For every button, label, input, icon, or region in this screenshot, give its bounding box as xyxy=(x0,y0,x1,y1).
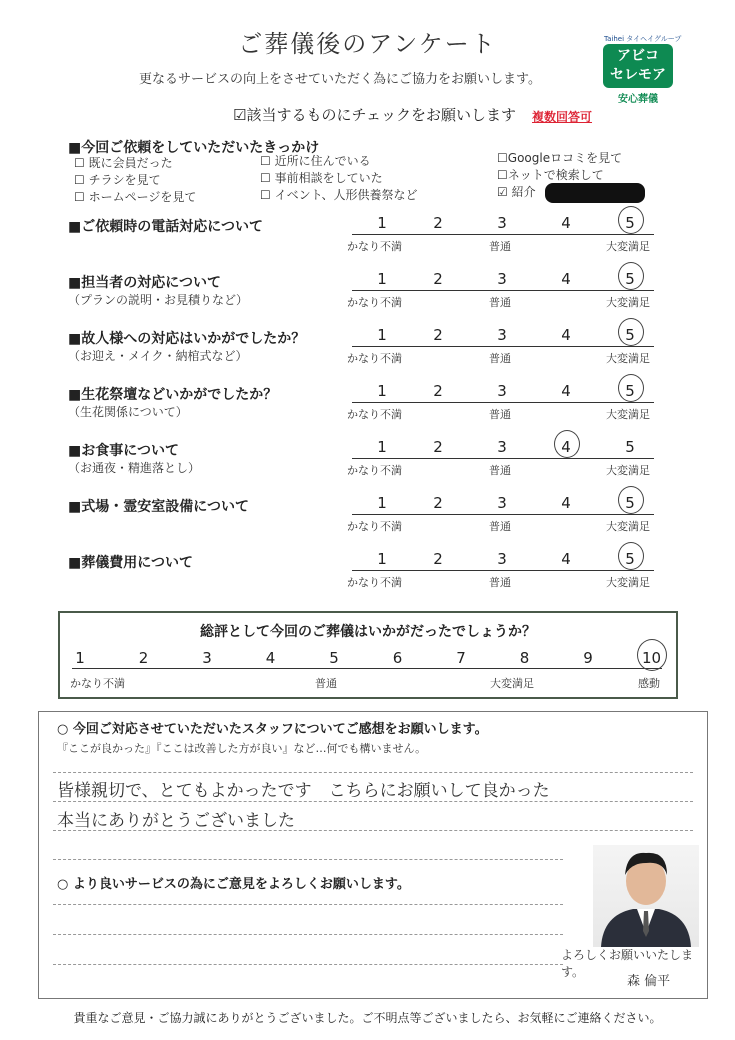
checkbox-icon: ☐ xyxy=(74,190,85,204)
handwritten-comment-1: 皆様親切で、とてもよかったです こちらにお願いして良かった xyxy=(57,781,550,801)
question-title: ■葬儀費用について xyxy=(68,555,193,571)
selected-rating-circle xyxy=(618,206,644,234)
footer-thanks: 貴重なご意見・ご協力誠にありがとうございました。ご不明点等ございましたら、お気軽にご連絡ください。 xyxy=(73,1011,662,1025)
rating-option-3[interactable]: 3 xyxy=(497,214,507,232)
rating-option-2[interactable]: 2 xyxy=(433,438,443,456)
overall-option-1[interactable]: 1 xyxy=(75,649,85,667)
redacted-block xyxy=(545,183,645,203)
rating-option-5[interactable]: 5 xyxy=(625,214,635,232)
answer-line xyxy=(53,904,563,905)
rating-option-1[interactable]: 1 xyxy=(377,494,387,512)
rating-label-mid: 普通 xyxy=(489,408,511,421)
rating-label-high: 大変満足 xyxy=(606,520,650,533)
overall-option-2[interactable]: 2 xyxy=(138,649,149,667)
logo-line1: アビコ xyxy=(617,48,659,64)
overall-option-10[interactable]: 10 xyxy=(641,649,662,667)
question-title: ■故人様への対応はいかがでしたか？ xyxy=(68,331,306,347)
checkbox-icon: ☐ xyxy=(497,168,508,182)
rating-label-mid: 普通 xyxy=(489,464,511,477)
company-logo xyxy=(603,44,673,88)
handwritten-comment-2: 本当にありがとうございました xyxy=(57,811,295,831)
rating-label-low: かなり不満 xyxy=(347,576,402,589)
selected-rating-circle xyxy=(618,374,644,402)
rating-option-3[interactable]: 3 xyxy=(497,326,507,344)
question-subtitle: （お通夜・精進落とし） xyxy=(68,461,201,475)
rating-option-5[interactable]: 5 xyxy=(625,270,635,288)
rating-label-high: 大変満足 xyxy=(606,240,650,253)
option-referral[interactable]: ☑ 紹介 xyxy=(497,185,536,199)
rating-option-2[interactable]: 2 xyxy=(433,214,443,232)
overall-title: 総評として今回のご葬儀はいかがだったでしょうか？ xyxy=(200,624,536,640)
selected-rating-circle xyxy=(618,262,644,290)
answer-line xyxy=(53,772,693,773)
rating-option-1[interactable]: 1 xyxy=(377,270,387,288)
option-event[interactable]: ☐ イベント、人形供養祭など xyxy=(260,188,418,202)
rating-option-4[interactable]: 4 xyxy=(561,550,571,568)
question-title: ■生花祭壇などいかがでしたか？ xyxy=(68,387,278,403)
rating-label-mid: 普通 xyxy=(489,576,511,589)
page-subtitle: 更なるサービスの向上をさせていただく為にご協力をお願いします。 xyxy=(139,72,541,87)
rating-label-low: かなり不満 xyxy=(347,520,402,533)
group-label: Taihei タイヘイグループ xyxy=(604,35,682,43)
rating-scale-line xyxy=(352,458,654,459)
rating-option-2[interactable]: 2 xyxy=(433,382,443,400)
rating-option-3[interactable]: 3 xyxy=(497,550,507,568)
selected-rating-circle xyxy=(618,486,644,514)
staff-comment-hint: 『ここが良かった』『ここは改善した方が良い』など…何でも構いません。 xyxy=(57,742,427,755)
selected-rating-circle xyxy=(554,430,580,458)
rating-option-5[interactable]: 5 xyxy=(625,550,635,568)
overall-label-high: 大変満足 xyxy=(490,677,534,690)
rating-label-mid: 普通 xyxy=(489,352,511,365)
rating-option-5[interactable]: 5 xyxy=(625,382,635,400)
rating-option-2[interactable]: 2 xyxy=(433,494,443,512)
rating-option-1[interactable]: 1 xyxy=(377,382,387,400)
overall-option-7[interactable]: 7 xyxy=(456,649,466,667)
staff-message: よろしくお願いいたします。 xyxy=(561,948,694,979)
rating-option-3[interactable]: 3 xyxy=(497,270,507,288)
rating-label-mid: 普通 xyxy=(489,296,511,309)
rating-option-4[interactable]: 4 xyxy=(561,326,571,344)
answer-line xyxy=(53,964,563,965)
checkbox-icon: ☐ xyxy=(74,156,85,170)
question-title: ■担当者の対応について xyxy=(68,275,221,291)
answer-line xyxy=(53,934,563,935)
rating-option-3[interactable]: 3 xyxy=(497,494,507,512)
rating-label-low: かなり不満 xyxy=(347,352,402,365)
rating-scale-line xyxy=(352,514,654,515)
rating-option-2[interactable]: 2 xyxy=(433,550,443,568)
overall-label-top: 感動 xyxy=(638,677,660,690)
question-subtitle: （生花関係について） xyxy=(68,405,188,419)
question-subtitle: （お迎え・メイク・納棺式など） xyxy=(68,349,248,363)
trigger-section-title: ■今回ご依頼をしていただいたきっかけ xyxy=(68,140,320,156)
selected-rating-circle xyxy=(618,542,644,570)
logo-tagline: 安心葬儀 xyxy=(618,94,658,105)
rating-option-5[interactable]: 5 xyxy=(625,326,635,344)
option-flyer[interactable]: ☐ チラシを見て xyxy=(74,173,161,187)
staff-portrait-icon xyxy=(593,845,699,947)
question-title: ■ご依頼時の電話対応について xyxy=(68,219,263,235)
rating-option-3[interactable]: 3 xyxy=(497,382,507,400)
overall-option-3[interactable]: 3 xyxy=(202,649,212,667)
question-title: ■お食事について xyxy=(68,443,179,459)
multi-answer-note: 複数回答可 xyxy=(532,110,593,124)
overall-option-5[interactable]: 5 xyxy=(329,649,339,667)
rating-label-high: 大変満足 xyxy=(606,296,650,309)
checkbox-checked-icon: ☑ xyxy=(497,185,508,199)
rating-label-high: 大変満足 xyxy=(606,408,650,421)
rating-option-1[interactable]: 1 xyxy=(377,550,387,568)
option-member[interactable]: ☐ 既に会員だった xyxy=(74,156,173,170)
option-consult[interactable]: ☐ 事前相談をしていた xyxy=(260,171,383,185)
checkbox-icon: ☐ xyxy=(260,188,271,202)
question-title: ■式場・霊安室設備について xyxy=(68,499,249,515)
overall-box xyxy=(58,611,678,699)
rating-label-low: かなり不満 xyxy=(347,240,402,253)
rating-label-mid: 普通 xyxy=(489,520,511,533)
rating-option-4[interactable]: 4 xyxy=(561,494,571,512)
rating-option-4[interactable]: 4 xyxy=(561,438,571,456)
staff-comment-title: ○ 今回ご対応させていただいたスタッフについてご感想をお願いします。 xyxy=(57,722,488,737)
opinion-title: ○ より良いサービスの為にご意見をよろしくお願いします。 xyxy=(57,877,410,892)
overall-selected-circle xyxy=(637,639,667,671)
rating-scale-line xyxy=(352,346,654,347)
rating-option-4[interactable]: 4 xyxy=(561,270,571,288)
check-mark-icon: ☑ xyxy=(233,106,247,124)
page-title: ご葬儀後のアンケート xyxy=(238,30,497,58)
answer-line xyxy=(53,830,693,831)
logo-line2: セレモア xyxy=(610,67,666,83)
overall-option-4[interactable]: 4 xyxy=(265,649,276,667)
rating-option-1[interactable]: 1 xyxy=(377,438,387,456)
rating-option-3[interactable]: 3 xyxy=(497,438,507,456)
option-google[interactable]: ☐Googleロコミを見て xyxy=(497,151,623,165)
rating-label-low: かなり不満 xyxy=(347,464,402,477)
rating-option-4[interactable]: 4 xyxy=(561,382,571,400)
rating-label-high: 大変満足 xyxy=(606,464,650,477)
overall-label-low: かなり不満 xyxy=(70,677,125,690)
overall-scale-line xyxy=(72,668,662,669)
option-nearby[interactable]: ☐ 近所に住んでいる xyxy=(260,154,371,168)
rating-scale-line xyxy=(352,290,654,291)
selected-rating-circle xyxy=(618,318,644,346)
rating-label-high: 大変満足 xyxy=(606,576,650,589)
rating-option-4[interactable]: 4 xyxy=(561,214,571,232)
rating-scale-line xyxy=(352,570,654,571)
overall-option-8[interactable]: 8 xyxy=(519,649,530,667)
option-web-search[interactable]: ☐ネットで検索して xyxy=(497,168,604,182)
overall-option-6[interactable]: 6 xyxy=(392,649,403,667)
staff-name: 森 倫平 xyxy=(627,974,671,989)
answer-line xyxy=(53,801,693,802)
rating-label-low: かなり不満 xyxy=(347,408,402,421)
rating-option-1[interactable]: 1 xyxy=(377,214,387,232)
rating-label-high: 大変満足 xyxy=(606,352,650,365)
overall-label-mid: 普通 xyxy=(315,677,337,690)
checkbox-icon: ☐ xyxy=(260,171,271,185)
rating-option-1[interactable]: 1 xyxy=(377,326,387,344)
question-subtitle: （プランの説明・お見積りなど） xyxy=(68,293,249,307)
checkbox-icon: ☐ xyxy=(74,173,85,187)
checkbox-icon: ☐ xyxy=(260,154,271,168)
rating-option-2[interactable]: 2 xyxy=(433,270,443,288)
rating-label-mid: 普通 xyxy=(489,240,511,253)
rating-option-2[interactable]: 2 xyxy=(433,326,443,344)
checkbox-icon: ☐ xyxy=(497,151,508,165)
overall-option-9[interactable]: 9 xyxy=(583,649,593,667)
rating-scale-line xyxy=(352,234,654,235)
staff-photo xyxy=(593,845,699,947)
check-instruction: ☑該当するものにチェックをお願いします xyxy=(233,106,517,124)
answer-line xyxy=(53,859,563,860)
rating-label-low: かなり不満 xyxy=(347,296,402,309)
rating-option-5[interactable]: 5 xyxy=(625,494,635,512)
option-homepage[interactable]: ☐ ホームページを見て xyxy=(74,190,197,204)
rating-option-5[interactable]: 5 xyxy=(625,438,635,456)
rating-scale-line xyxy=(352,402,654,403)
